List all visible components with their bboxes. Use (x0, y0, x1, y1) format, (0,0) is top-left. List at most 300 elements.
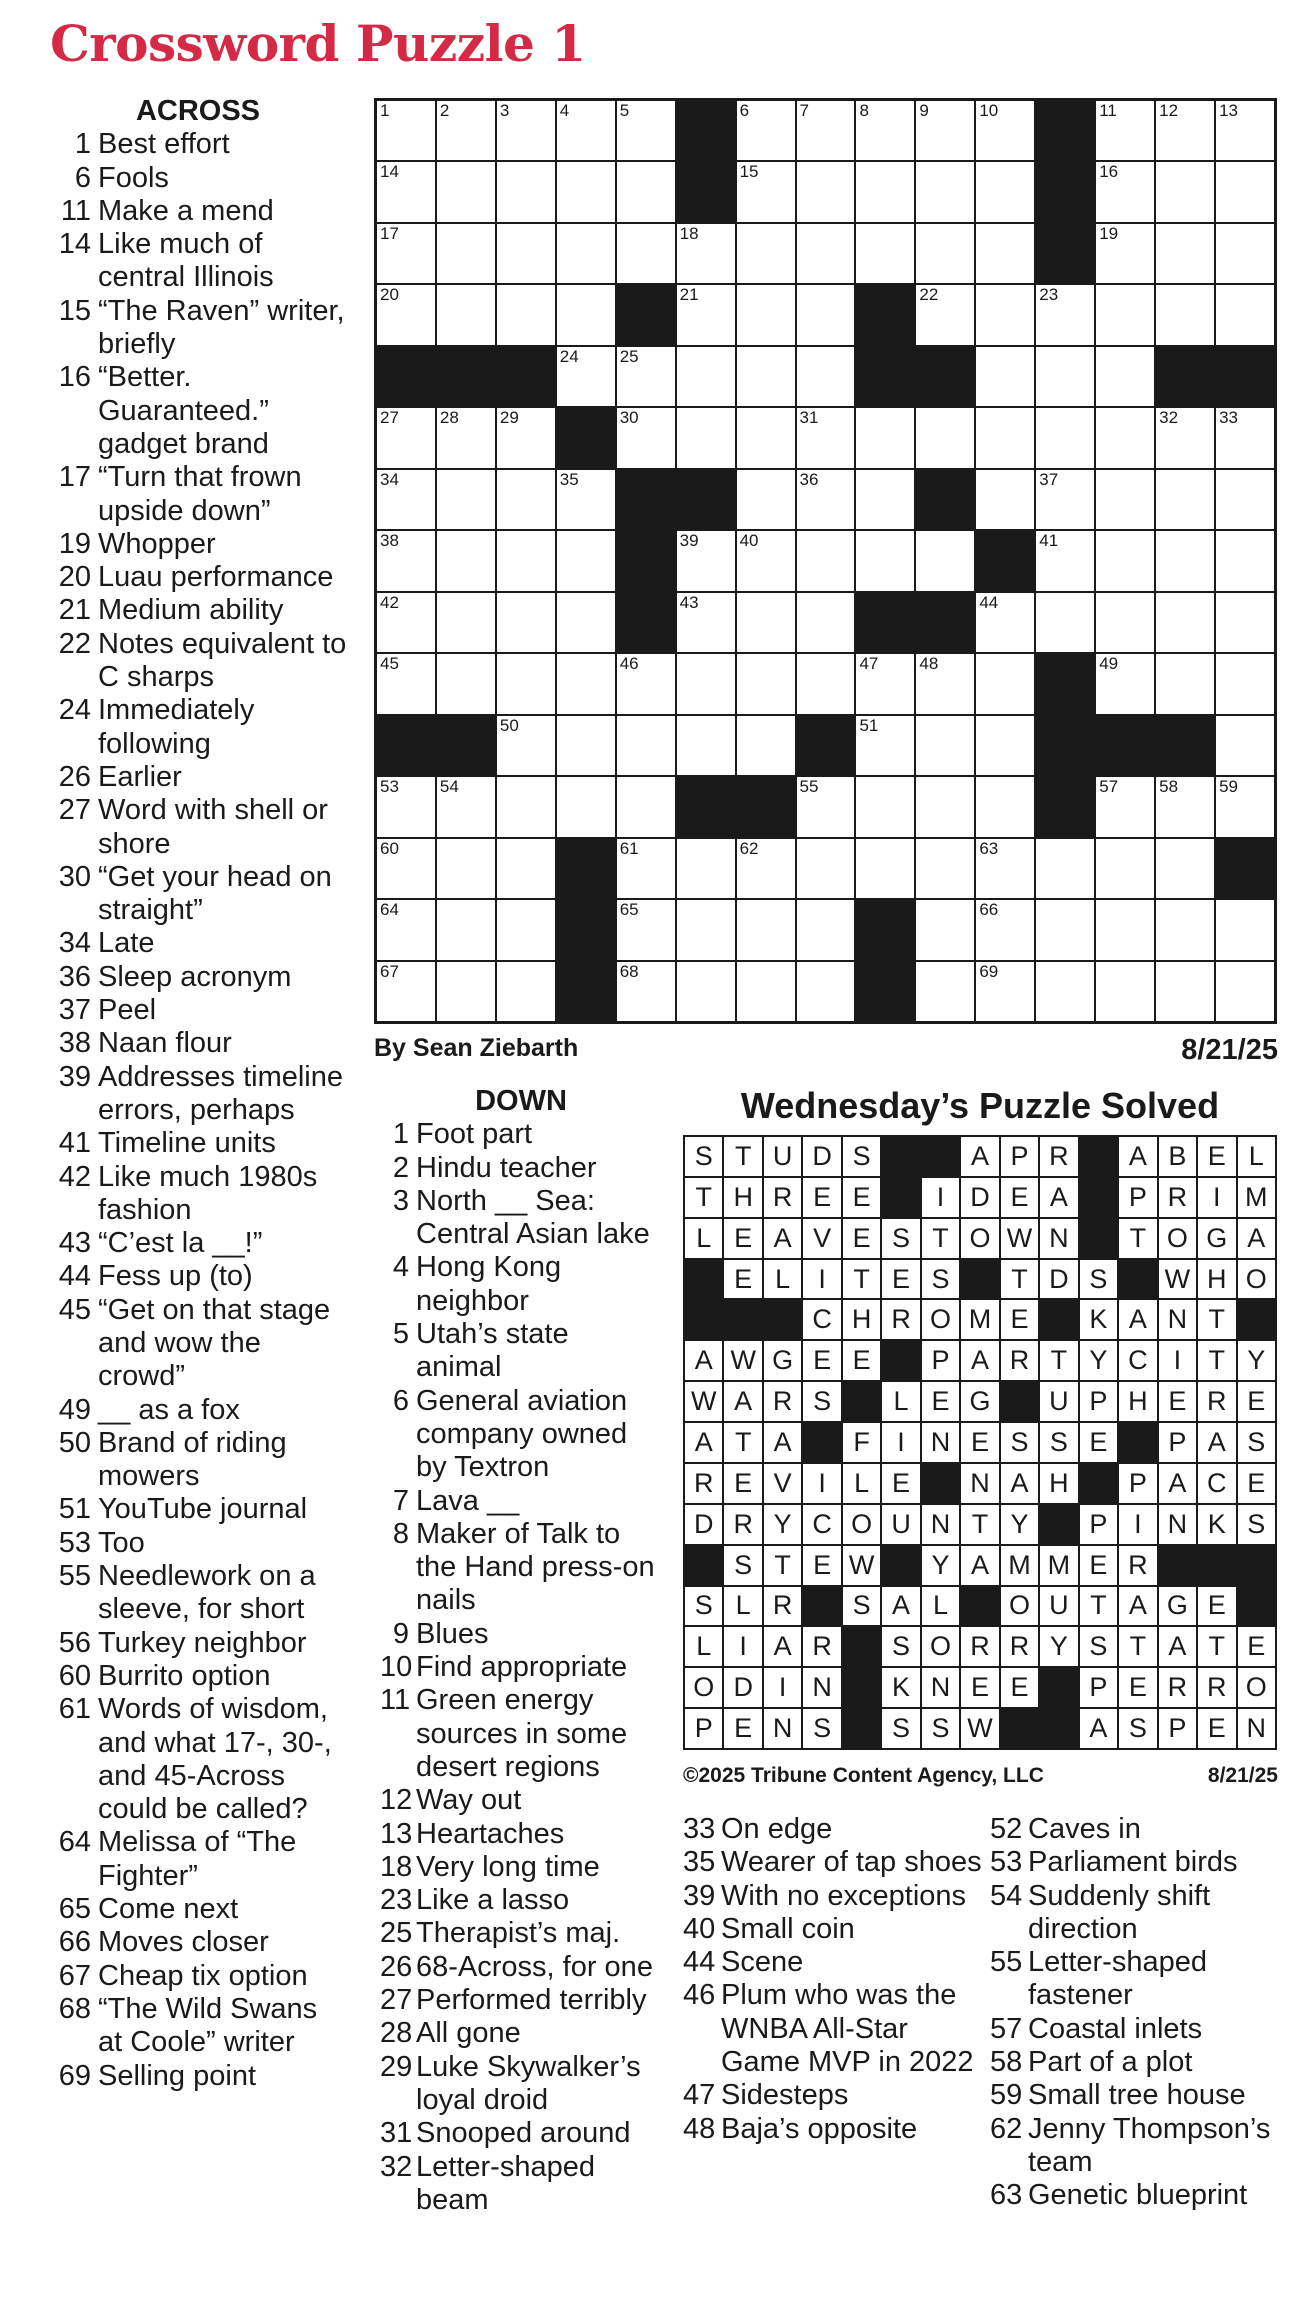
clue-text: Foot part (416, 1118, 533, 1151)
grid-cell[interactable] (916, 900, 974, 959)
clue[interactable] (380, 2017, 662, 2050)
grid-cell[interactable] (557, 654, 615, 713)
grid-cell[interactable] (856, 162, 914, 221)
grid-cell[interactable] (916, 716, 974, 775)
clue[interactable] (380, 1118, 662, 1151)
grid-cell[interactable] (377, 408, 435, 467)
grid-cell[interactable] (916, 285, 974, 344)
clue[interactable] (380, 1185, 662, 1252)
clue[interactable] (48, 1627, 348, 1660)
clue[interactable] (48, 1294, 348, 1394)
grid-cell[interactable] (1036, 900, 1094, 959)
clue[interactable] (48, 1826, 348, 1893)
clue[interactable] (380, 1884, 662, 1917)
clue[interactable] (380, 1684, 662, 1784)
grid-cell[interactable] (677, 224, 735, 283)
grid-cell[interactable] (617, 962, 675, 1021)
grid-cell[interactable] (1036, 962, 1094, 1021)
clue-number: 5 (392, 1318, 409, 1351)
grid-cell[interactable] (856, 839, 914, 898)
grid-cell[interactable] (856, 224, 914, 283)
clue[interactable] (683, 1880, 983, 1913)
grid-cell[interactable] (916, 839, 974, 898)
grid-cell[interactable] (557, 162, 615, 221)
grid-cell[interactable] (437, 777, 495, 836)
grid-cell[interactable] (1216, 777, 1274, 836)
grid-cell[interactable] (377, 470, 435, 529)
grid-cell[interactable] (1156, 285, 1214, 344)
grid-cell[interactable] (557, 347, 615, 406)
grid-cell[interactable] (1216, 654, 1274, 713)
grid-cell[interactable] (497, 162, 555, 221)
grid-cell[interactable] (1156, 408, 1214, 467)
clue[interactable] (48, 1660, 348, 1693)
grid-cell[interactable] (797, 347, 855, 406)
grid-cell[interactable] (377, 900, 435, 959)
grid-cell[interactable] (497, 900, 555, 959)
grid-cell[interactable] (916, 654, 974, 713)
grid-cell[interactable] (797, 531, 855, 590)
grid-cell[interactable] (617, 777, 675, 836)
grid-cell[interactable] (377, 962, 435, 1021)
clue[interactable] (48, 162, 348, 195)
clue[interactable] (48, 1394, 348, 1427)
grid-cell[interactable] (617, 408, 675, 467)
grid-cell[interactable] (1216, 900, 1274, 959)
clue-text: Moves closer (98, 1926, 269, 1959)
black-square (856, 285, 914, 344)
clue[interactable] (990, 2079, 1290, 2112)
grid-cell[interactable] (377, 162, 435, 221)
grid-cell[interactable] (976, 900, 1034, 959)
grid-cell[interactable] (737, 162, 795, 221)
grid-cell[interactable] (737, 408, 795, 467)
grid-cell[interactable] (797, 777, 855, 836)
grid-cell[interactable] (976, 962, 1034, 1021)
grid-cell[interactable] (856, 716, 914, 775)
clue[interactable] (48, 1260, 348, 1293)
clue[interactable] (990, 1813, 1290, 1846)
grid-cell[interactable] (1156, 224, 1214, 283)
clue[interactable] (48, 761, 348, 794)
clue[interactable] (683, 1979, 983, 2079)
grid-cell[interactable] (1096, 347, 1154, 406)
grid-cell[interactable] (856, 101, 914, 160)
grid-cell[interactable] (737, 839, 795, 898)
clue[interactable] (48, 295, 348, 362)
grid-cell[interactable] (1216, 716, 1274, 775)
grid-cell[interactable] (677, 347, 735, 406)
grid-cell[interactable] (437, 962, 495, 1021)
solved-cell: L (685, 1219, 722, 1258)
grid-cell[interactable] (1216, 531, 1274, 590)
grid-cell[interactable] (737, 654, 795, 713)
grid-cell[interactable] (677, 839, 735, 898)
clue[interactable] (48, 1560, 348, 1627)
clue[interactable] (48, 1527, 348, 1560)
clue[interactable] (990, 1946, 1290, 2013)
clue[interactable] (48, 1127, 348, 1160)
grid-cell[interactable] (1096, 593, 1154, 652)
grid-cell[interactable] (1156, 777, 1214, 836)
grid-cell[interactable] (437, 101, 495, 160)
grid-cell[interactable] (557, 470, 615, 529)
grid-cell[interactable] (557, 593, 615, 652)
clue[interactable] (683, 1913, 983, 1946)
clue-text: Small tree house (1028, 2079, 1246, 2112)
grid-cell[interactable] (497, 777, 555, 836)
grid-cell[interactable] (1096, 470, 1154, 529)
grid-cell[interactable] (737, 962, 795, 1021)
clue[interactable] (48, 1893, 348, 1926)
grid-cell[interactable] (677, 716, 735, 775)
grid-cell[interactable] (1036, 531, 1094, 590)
grid-cell[interactable] (797, 839, 855, 898)
clue[interactable] (380, 1251, 662, 1318)
grid-cell[interactable] (677, 962, 735, 1021)
grid-cell[interactable] (797, 900, 855, 959)
grid-cell[interactable] (976, 347, 1034, 406)
clue[interactable] (48, 528, 348, 561)
grid-cell[interactable] (1096, 224, 1154, 283)
grid-cell[interactable] (1036, 593, 1094, 652)
clue[interactable] (683, 1813, 983, 1846)
grid-cell[interactable] (1216, 162, 1274, 221)
grid-cell[interactable] (437, 531, 495, 590)
grid-cell[interactable] (976, 224, 1034, 283)
clue[interactable] (380, 1917, 662, 1950)
grid-cell[interactable] (437, 285, 495, 344)
clue[interactable] (380, 1951, 662, 1984)
grid-cell[interactable] (677, 900, 735, 959)
grid-cell[interactable] (916, 777, 974, 836)
clue-number: 62 (990, 2112, 1023, 2145)
grid-cell[interactable] (497, 408, 555, 467)
grid-cell[interactable] (437, 162, 495, 221)
clue[interactable] (48, 1027, 348, 1060)
grid-cell[interactable] (856, 531, 914, 590)
grid-cell[interactable] (557, 777, 615, 836)
clue[interactable] (48, 594, 348, 627)
grid-cell[interactable] (497, 716, 555, 775)
grid-cell[interactable] (737, 716, 795, 775)
crossword-grid[interactable] (374, 98, 1277, 1024)
grid-cell[interactable] (1156, 531, 1214, 590)
solved-cell: S (882, 1219, 919, 1258)
clue[interactable] (48, 1427, 348, 1494)
cell-number: 41 (1039, 531, 1059, 551)
grid-cell[interactable] (1096, 285, 1154, 344)
solved-puzzle-title: Wednesday’s Puzzle Solved (740, 1085, 1220, 1126)
clue[interactable] (380, 1518, 662, 1618)
grid-cell[interactable] (677, 408, 735, 467)
grid-cell[interactable] (1096, 839, 1154, 898)
grid-cell[interactable] (856, 408, 914, 467)
clue[interactable] (990, 1880, 1290, 1947)
clue[interactable] (990, 2179, 1290, 2212)
clue-number: 31 (380, 2117, 413, 2150)
grid-cell[interactable] (1156, 162, 1214, 221)
grid-cell[interactable] (437, 593, 495, 652)
solved-cell: H (1119, 1382, 1156, 1421)
grid-cell[interactable] (617, 716, 675, 775)
grid-cell[interactable] (677, 285, 735, 344)
grid-cell[interactable] (677, 531, 735, 590)
clue[interactable] (48, 361, 348, 461)
clue[interactable] (380, 1818, 662, 1851)
solved-black-square (843, 1668, 880, 1707)
clue[interactable] (990, 2013, 1290, 2046)
black-square (856, 962, 914, 1021)
grid-cell[interactable] (377, 531, 435, 590)
clue[interactable] (48, 461, 348, 528)
grid-cell[interactable] (976, 101, 1034, 160)
grid-cell[interactable] (437, 654, 495, 713)
grid-cell[interactable] (497, 962, 555, 1021)
grid-cell[interactable] (1216, 285, 1274, 344)
grid-cell[interactable] (1036, 470, 1094, 529)
grid-cell[interactable] (617, 224, 675, 283)
grid-cell[interactable] (797, 162, 855, 221)
clue[interactable] (380, 1618, 662, 1651)
grid-cell[interactable] (737, 531, 795, 590)
grid-cell[interactable] (797, 654, 855, 713)
grid-cell[interactable] (797, 593, 855, 652)
grid-cell[interactable] (1216, 962, 1274, 1021)
grid-cell[interactable] (797, 470, 855, 529)
clue-number: 15 (58, 294, 91, 327)
grid-cell[interactable] (1036, 839, 1094, 898)
grid-cell[interactable] (557, 101, 615, 160)
solved-cell: N (1159, 1300, 1196, 1339)
grid-cell[interactable] (377, 654, 435, 713)
grid-cell[interactable] (377, 285, 435, 344)
clue[interactable] (48, 228, 348, 295)
grid-cell[interactable] (916, 531, 974, 590)
grid-cell[interactable] (1156, 900, 1214, 959)
grid-cell[interactable] (437, 839, 495, 898)
grid-cell[interactable] (737, 285, 795, 344)
cell-number: 24 (559, 346, 579, 366)
grid-cell[interactable] (1096, 777, 1154, 836)
grid-cell[interactable] (617, 162, 675, 221)
grid-cell[interactable] (557, 224, 615, 283)
grid-cell[interactable] (377, 777, 435, 836)
clue[interactable] (683, 2079, 983, 2112)
grid-cell[interactable] (557, 285, 615, 344)
grid-cell[interactable] (677, 593, 735, 652)
grid-cell[interactable] (797, 962, 855, 1021)
grid-cell[interactable] (497, 101, 555, 160)
grid-cell[interactable] (737, 101, 795, 160)
grid-cell[interactable] (1216, 224, 1274, 283)
grid-cell[interactable] (617, 654, 675, 713)
grid-cell[interactable] (617, 900, 675, 959)
grid-cell[interactable] (377, 101, 435, 160)
cell-number: 62 (739, 838, 759, 858)
clue[interactable] (380, 1385, 662, 1485)
grid-cell[interactable] (377, 839, 435, 898)
clue[interactable] (380, 1851, 662, 1884)
grid-cell[interactable] (856, 654, 914, 713)
grid-cell[interactable] (916, 408, 974, 467)
grid-cell[interactable] (1096, 962, 1154, 1021)
grid-cell[interactable] (557, 531, 615, 590)
grid-cell[interactable] (737, 900, 795, 959)
grid-cell[interactable] (1096, 101, 1154, 160)
solved-cell: C (803, 1300, 840, 1339)
clue-text: Heartaches (416, 1817, 565, 1850)
clue[interactable] (48, 694, 348, 761)
grid-cell[interactable] (1156, 654, 1214, 713)
grid-cell[interactable] (916, 224, 974, 283)
grid-cell[interactable] (976, 593, 1034, 652)
clue[interactable] (48, 1161, 348, 1228)
clue[interactable] (48, 2060, 348, 2093)
solved-cell: R (1001, 1341, 1038, 1380)
grid-cell[interactable] (797, 224, 855, 283)
clue[interactable] (990, 1846, 1290, 1879)
grid-cell[interactable] (377, 593, 435, 652)
solved-cell: E (1159, 1382, 1196, 1421)
grid-cell[interactable] (976, 839, 1034, 898)
solved-cell: E (724, 1219, 761, 1258)
grid-cell[interactable] (797, 285, 855, 344)
grid-cell[interactable] (1216, 408, 1274, 467)
solved-black-square (685, 1546, 722, 1585)
clue[interactable] (380, 1152, 662, 1185)
clue[interactable] (683, 2113, 983, 2146)
grid-cell[interactable] (497, 470, 555, 529)
clue-text: Baja’s opposite (721, 2112, 918, 2145)
grid-cell[interactable] (437, 470, 495, 529)
solved-cell: U (1040, 1382, 1077, 1421)
solved-cell: A (764, 1219, 801, 1258)
black-square (856, 347, 914, 406)
solved-cell: R (882, 1300, 919, 1339)
grid-cell[interactable] (497, 531, 555, 590)
clue[interactable] (990, 2113, 1290, 2180)
grid-cell[interactable] (1156, 839, 1214, 898)
clue[interactable] (380, 1784, 662, 1817)
grid-cell[interactable] (856, 470, 914, 529)
grid-cell[interactable] (1156, 962, 1214, 1021)
grid-cell[interactable] (1096, 654, 1154, 713)
clue-text: Too (98, 1526, 145, 1559)
grid-cell[interactable] (737, 224, 795, 283)
clue[interactable] (48, 1993, 348, 2060)
grid-cell[interactable] (1096, 900, 1154, 959)
clue[interactable] (48, 961, 348, 994)
grid-cell[interactable] (737, 470, 795, 529)
clue[interactable] (380, 2151, 662, 2218)
grid-cell[interactable] (1036, 408, 1094, 467)
solved-cell: G (1198, 1219, 1235, 1258)
clue[interactable] (48, 927, 348, 960)
clue[interactable] (48, 195, 348, 228)
grid-cell[interactable] (976, 654, 1034, 713)
grid-cell[interactable] (497, 654, 555, 713)
clue[interactable] (683, 1946, 983, 1979)
grid-cell[interactable] (1216, 470, 1274, 529)
cell-number: 44 (979, 592, 999, 612)
grid-cell[interactable] (497, 593, 555, 652)
clue[interactable] (380, 1651, 662, 1684)
grid-cell[interactable] (1156, 593, 1214, 652)
clue[interactable] (48, 561, 348, 594)
solved-cell: L (724, 1587, 761, 1626)
clue[interactable] (48, 1926, 348, 1959)
grid-cell[interactable] (497, 839, 555, 898)
clue[interactable] (48, 1227, 348, 1260)
grid-cell[interactable] (916, 962, 974, 1021)
grid-cell[interactable] (797, 408, 855, 467)
grid-cell[interactable] (497, 285, 555, 344)
clue[interactable] (380, 1984, 662, 2017)
grid-cell[interactable] (1036, 347, 1094, 406)
grid-cell[interactable] (976, 162, 1034, 221)
grid-cell[interactable] (1096, 531, 1154, 590)
clue[interactable] (48, 628, 348, 695)
grid-cell[interactable] (976, 408, 1034, 467)
grid-cell[interactable] (1096, 162, 1154, 221)
grid-cell[interactable] (976, 470, 1034, 529)
grid-cell[interactable] (1216, 101, 1274, 160)
grid-cell[interactable] (557, 716, 615, 775)
grid-cell[interactable] (497, 224, 555, 283)
clue[interactable] (683, 1846, 983, 1879)
grid-cell[interactable] (976, 285, 1034, 344)
grid-cell[interactable] (377, 224, 435, 283)
grid-cell[interactable] (976, 777, 1034, 836)
grid-cell[interactable] (1216, 593, 1274, 652)
grid-cell[interactable] (617, 101, 675, 160)
clue[interactable] (48, 1693, 348, 1826)
grid-cell[interactable] (1096, 408, 1154, 467)
grid-cell[interactable] (797, 101, 855, 160)
clue[interactable] (48, 128, 348, 161)
clue[interactable] (48, 1960, 348, 1993)
grid-cell[interactable] (617, 347, 675, 406)
grid-cell[interactable] (437, 900, 495, 959)
grid-cell[interactable] (1156, 470, 1214, 529)
grid-cell[interactable] (437, 408, 495, 467)
clue[interactable] (48, 794, 348, 861)
clue[interactable] (48, 1061, 348, 1128)
clue[interactable] (380, 1485, 662, 1518)
clue[interactable] (380, 2051, 662, 2118)
clue[interactable] (48, 994, 348, 1027)
grid-cell[interactable] (976, 716, 1034, 775)
grid-cell[interactable] (916, 162, 974, 221)
clue-text: Small coin (721, 1912, 855, 1945)
clue[interactable] (48, 861, 348, 928)
grid-cell[interactable] (856, 777, 914, 836)
grid-cell[interactable] (617, 839, 675, 898)
grid-cell[interactable] (737, 593, 795, 652)
clue[interactable] (380, 1318, 662, 1385)
grid-cell[interactable] (916, 101, 974, 160)
clue[interactable] (990, 2046, 1290, 2079)
clue[interactable] (48, 1493, 348, 1526)
grid-cell[interactable] (677, 654, 735, 713)
solved-cell: N (764, 1709, 801, 1748)
grid-cell[interactable] (1036, 285, 1094, 344)
clue[interactable] (380, 2117, 662, 2150)
grid-cell[interactable] (737, 347, 795, 406)
grid-cell[interactable] (437, 224, 495, 283)
grid-cell[interactable] (1156, 101, 1214, 160)
